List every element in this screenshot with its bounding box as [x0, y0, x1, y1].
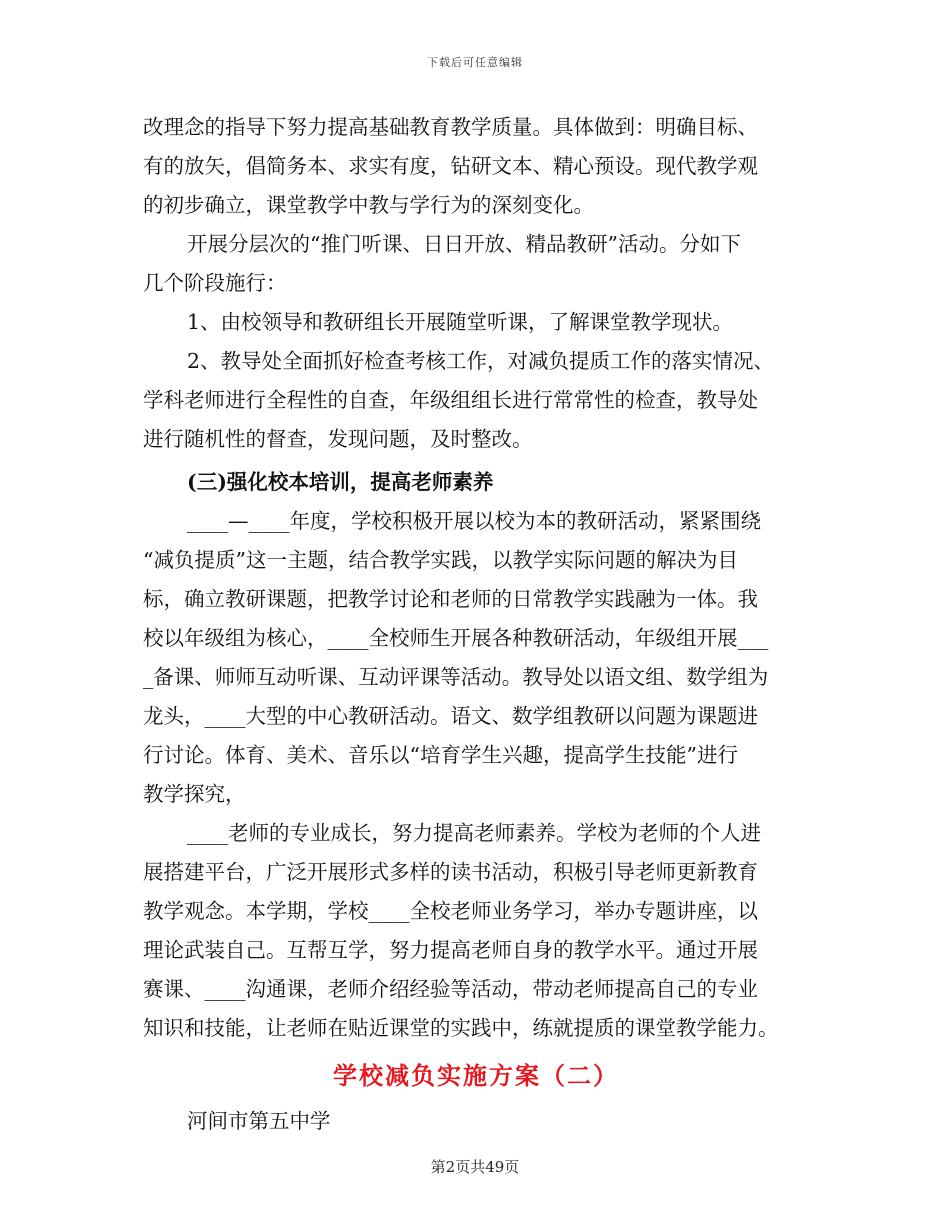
text-line: 进行随机性的督查，发现问题，及时整改。 [143, 427, 533, 451]
text-line: 学科老师进行全程性的自查，年级组组长进行常常性的检查，教导处 [143, 388, 758, 412]
text-line: 有的放矢，倡简务本、求实有度，钻研文本、精心预设。现代教学观 [143, 154, 758, 178]
subsection-heading: (三)强化校本培训，提高老师素养 [187, 470, 494, 494]
text-line: 1、由校领导和教研组长开展随堂听课，了解课堂教学现状。 [187, 310, 734, 334]
text-line: 改理念的指导下努力提高基础教育教学质量。具体做到：明确目标、 [143, 115, 758, 139]
page-number: 第2页共49页 [430, 1158, 520, 1176]
text-line: _备课、师师互动听课、互动评课等活动。教导处以语文组、数学组为 [143, 665, 769, 689]
paragraph-teacher-growth [143, 814, 809, 1048]
paragraph-step-1 [143, 303, 809, 342]
text-line: 教学观念。本学期，学校____全校老师业务学习，举办专题讲座，以 [143, 899, 758, 923]
text-line: 教学探究， [143, 782, 246, 806]
text-line: 行讨论。体育、美术、音乐以“培育学生兴趣，提高学生技能”进行 [143, 743, 738, 767]
page-header: 下载后可任意编辑 [427, 56, 523, 69]
text-line: ____—____年度，学校积极开展以校为本的教研活动，紧紧围绕 [187, 509, 761, 533]
text-line: 标，确立教研课题，把教学讨论和老师的日常教学实践融为一体。我 [143, 587, 758, 611]
document-body [143, 108, 809, 1141]
section-title: 学校减负实施方案（二） [333, 1061, 619, 1090]
text-line: 展搭建平台，广泛开展形式多样的读书活动，积极引导老师更新教育 [143, 860, 758, 884]
text-line: 2、教导处全面抓好检查考核工作，对减负提质工作的落实情况、 [187, 349, 775, 373]
paragraph-step-2 [143, 342, 809, 459]
text-line: 理论武装自己。互帮互学，努力提高老师自身的教学水平。通过开展 [143, 938, 758, 962]
text-line: ____老师的专业成长，努力提高老师素养。学校为老师的个人进 [187, 821, 761, 845]
paragraph-continuation [143, 108, 809, 225]
paragraph-activities [143, 225, 809, 303]
text-line: 校以年级组为核心，____全校师生开展各种教研活动，年级组开展___ [143, 626, 769, 650]
school-name: 河间市第五中学 [187, 1109, 331, 1133]
text-line: 的初步确立，课堂教学中教与学行为的深刻变化。 [143, 193, 594, 217]
text-line: “减负提质”这一主题，结合教学实践，以教学实际问题的解决为目 [143, 548, 738, 572]
text-line: 龙头，____大型的中心教研活动。语文、数学组教研以问题为课题进 [143, 704, 758, 728]
text-line: 开展分层次的“推门听课、日日开放、精品教研”活动。分如下 [187, 232, 741, 256]
text-line: 几个阶段施行： [143, 271, 287, 295]
text-line: 赛课、____沟通课，老师介绍经验等活动，带动老师提高自己的专业 [143, 977, 758, 1001]
paragraph-school-research [143, 502, 809, 814]
text-line: 知识和技能，让老师在贴近课堂的实践中，练就提质的课堂教学能力。 [143, 1016, 779, 1040]
